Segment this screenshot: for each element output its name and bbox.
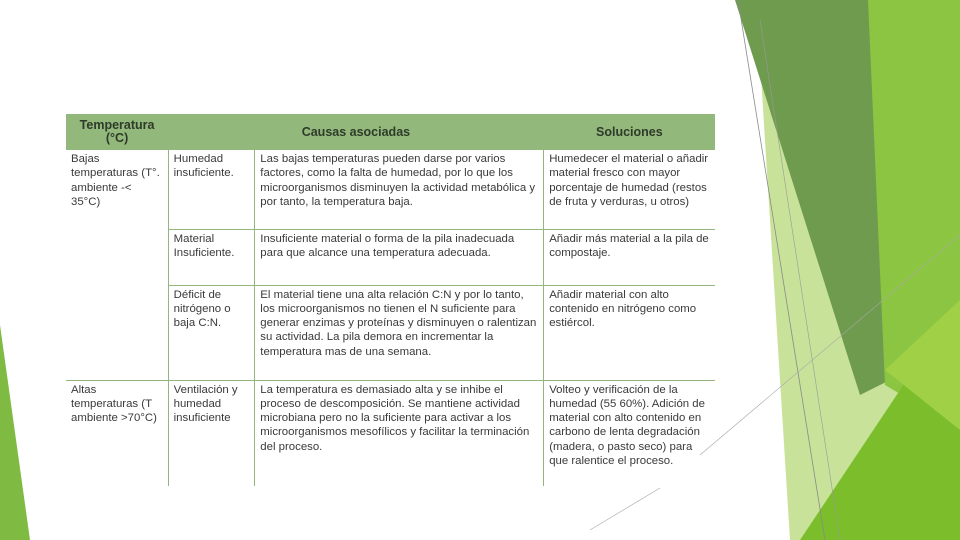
factor-cell: Humedad insuficiente.	[168, 150, 255, 229]
cause-cell: La temperatura es demasiado alta y se inhibe el proceso de descomposición. Se mantiene actividad microbiana pero no la suficiente para activar a los microorganismos mesofílicos y facilitar la terminación del proceso.	[255, 380, 544, 486]
factor-cell: Material Insuficiente.	[168, 229, 255, 285]
table-row	[66, 150, 715, 229]
solution-cell: Añadir más material a la pila de compostaje.	[544, 229, 715, 285]
cause-cell: El material tiene una alta relación C:N y por lo tanto, los microorganismos no tienen el N suficiente para generar enzimas y proteínas y disminuyen o ralentizan su actividad. La pila demora en incrementar la temperatura mas de una semana.	[255, 285, 544, 380]
header-soluciones: Soluciones	[544, 114, 715, 150]
header-causas: Causas asociadas	[168, 114, 544, 150]
header-temperatura	[66, 114, 168, 150]
cause-cell: Insuficiente material o forma de la pila inadecuada para que alcance una temperatura adecuada.	[255, 229, 544, 285]
solution-cell: Añadir material con alto contenido en nitrógeno como estiércol.	[544, 285, 715, 380]
header-temperatura-line2: (°C)	[105, 131, 129, 145]
temperature-cell: Bajas temperaturas (T°. ambiente -< 35°C)	[71, 153, 160, 208]
factor-cell: Déficit de nitrógeno o baja C:N.	[168, 285, 255, 380]
table-header-row	[66, 114, 715, 150]
temperature-cell: Altas temperaturas (T ambiente >70°C)	[66, 380, 168, 486]
solution-cell: Humedecer el material o añadir material fresco con mayor porcentaje de humedad (restos de fruta y verduras, u otros)	[544, 150, 715, 229]
cause-cell: Las bajas temperaturas pueden darse por varios factores, como la falta de humedad, por lo que los microorganismos disminuyen la actividad metabólica y por tanto, la temperatura baja.	[255, 150, 544, 229]
left-green-accent	[0, 325, 30, 540]
factor-cell: Ventilación y humedad insuficiente	[168, 380, 255, 486]
table-row	[66, 380, 715, 486]
compost-temperature-table	[66, 114, 715, 486]
thin-diagonal-line-4	[590, 488, 660, 530]
solution-cell: Volteo y verificación de la humedad (55 60%). Adición de material con alto contenido en carbono de lenta degradación (madera, o pasto seco) para que ralentice el proceso.	[544, 380, 715, 486]
header-temperatura-line1: Temperatura	[79, 118, 155, 132]
